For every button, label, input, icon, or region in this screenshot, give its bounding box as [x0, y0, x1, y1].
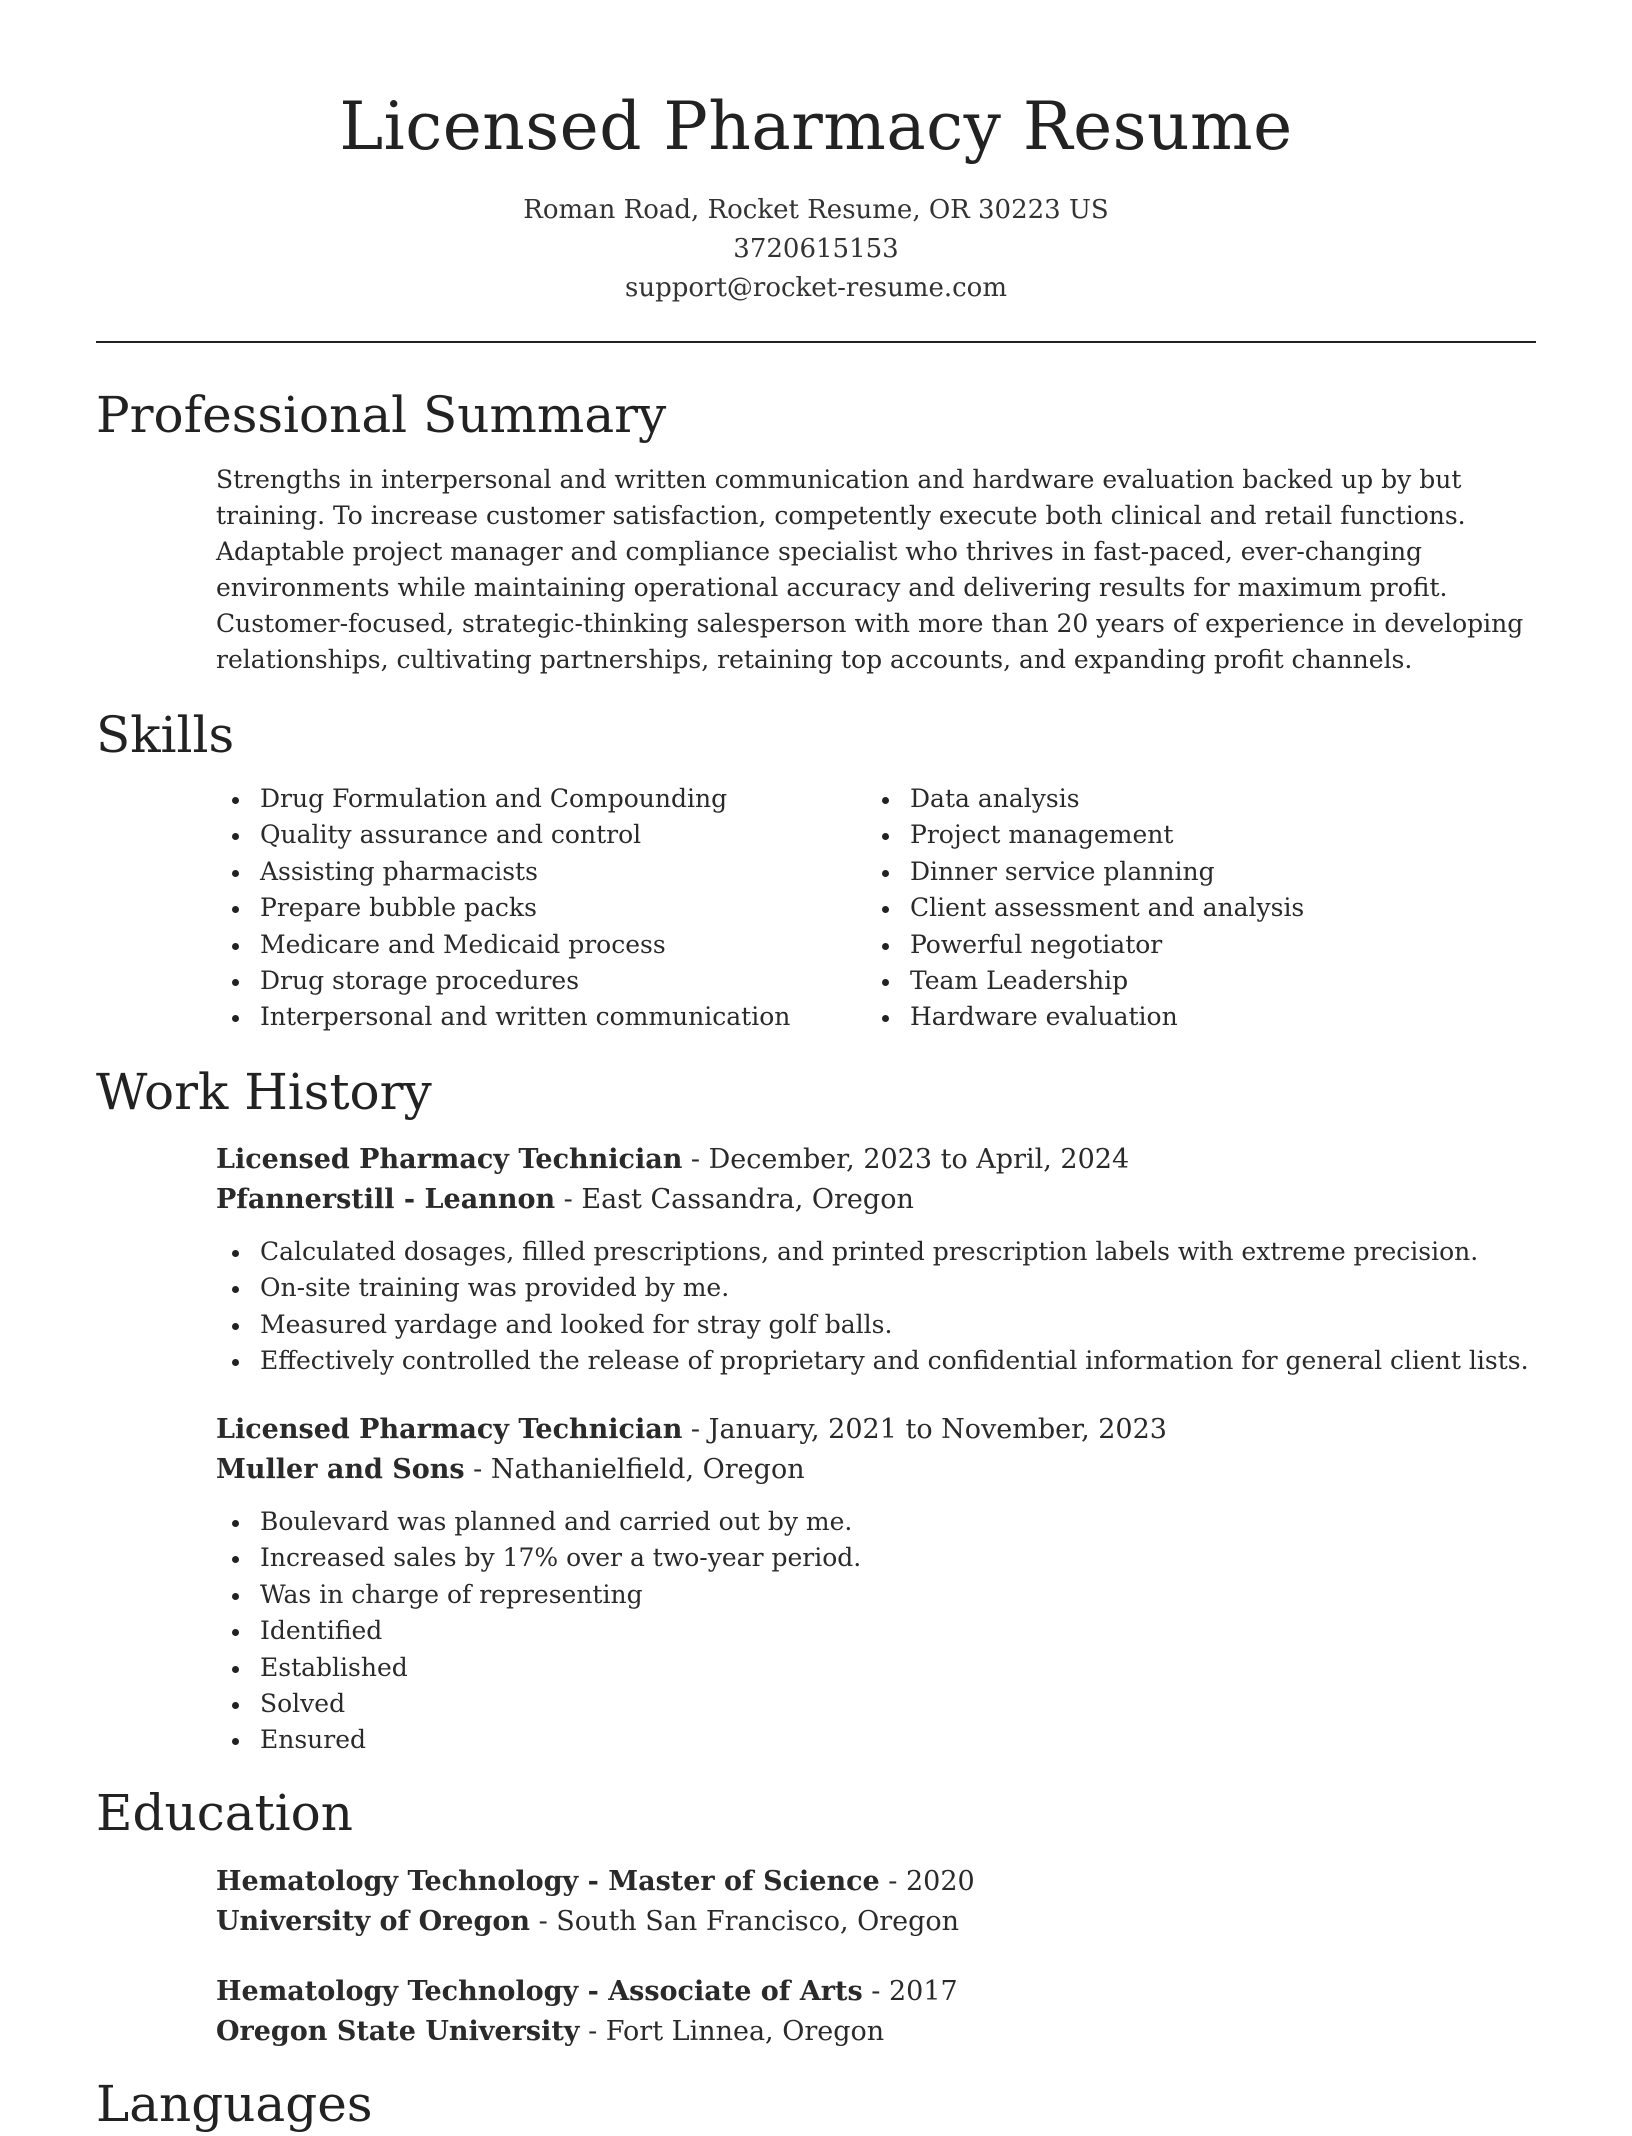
education-school: Oregon State University: [216, 2016, 580, 2047]
job-dates: - December, 2023 to April, 2024: [682, 1144, 1130, 1175]
job-location: - Nathanielfield, Oregon: [464, 1454, 805, 1485]
job-bullet: Boulevard was planned and carried out by me.: [216, 1504, 861, 1540]
education-field: Hematology Technology: [216, 1976, 579, 2007]
skill-item: Drug Formulation and Compounding: [216, 781, 790, 817]
education-degree: - Master of Science: [578, 1866, 880, 1897]
section-title-skills: Skills: [96, 706, 235, 764]
job-title-line: [216, 1140, 1129, 1180]
education-school-line: [216, 1902, 959, 1942]
skill-item: Dinner service planning: [866, 854, 1304, 890]
section-title-work-history: Work History: [96, 1063, 432, 1121]
job-bullet: Was in charge of representing: [216, 1577, 861, 1613]
job-bullet: Measured yardage and looked for stray golf balls.: [216, 1307, 1529, 1343]
job-title: Licensed Pharmacy Technician: [216, 1144, 683, 1175]
job-company-line: [216, 1450, 805, 1490]
education-year: - 2020: [879, 1866, 975, 1897]
section-title-summary: Professional Summary: [96, 386, 667, 444]
skill-item: Drug storage procedures: [216, 963, 790, 999]
education-field: Hematology Technology: [216, 1866, 579, 1897]
job-bullet: On-site training was provided by me.: [216, 1270, 1529, 1306]
job-bullet: Increased sales by 17% over a two-year period.: [216, 1540, 861, 1576]
job-company-line: [216, 1180, 914, 1220]
resume-title: Licensed Pharmacy Resume: [339, 88, 1293, 165]
contact-address: Roman Road, Rocket Resume, OR 30223 US: [523, 195, 1109, 225]
skills-column-right: [866, 781, 1304, 1036]
section-title-languages: Languages: [96, 2075, 373, 2133]
job-title-line: [216, 1410, 1167, 1450]
skill-item: Team Leadership: [866, 963, 1304, 999]
job-bullet: Effectively controlled the release of proprietary and confidential information for general client lists.: [216, 1343, 1529, 1379]
skill-item: Powerful negotiator: [866, 927, 1304, 963]
job-bullet: Solved: [216, 1686, 861, 1722]
skill-item: Medicare and Medicaid process: [216, 927, 790, 963]
skill-item: Interpersonal and written communication: [216, 999, 790, 1035]
job-title: Licensed Pharmacy Technician: [216, 1414, 683, 1445]
skill-item: Hardware evaluation: [866, 999, 1304, 1035]
job-bullet-list: [216, 1504, 861, 1759]
education-school: University of Oregon: [216, 1906, 531, 1937]
education-degree-line: [216, 1972, 958, 2012]
skills-column-left: [216, 781, 790, 1036]
skill-item: Project management: [866, 817, 1304, 853]
education-location: - South San Francisco, Oregon: [530, 1906, 960, 1937]
job-company: Pfannerstill - Leannon: [216, 1184, 556, 1215]
job-bullet-list: [216, 1234, 1529, 1380]
header-divider: [96, 341, 1536, 343]
skill-item: Client assessment and analysis: [866, 890, 1304, 926]
skill-item: Prepare bubble packs: [216, 890, 790, 926]
education-school-line: [216, 2012, 884, 2052]
education-location: - Fort Linnea, Oregon: [579, 2016, 885, 2047]
job-company: Muller and Sons: [216, 1454, 465, 1485]
job-dates: - January, 2021 to November, 2023: [682, 1414, 1167, 1445]
education-degree: - Associate of Arts: [578, 1976, 863, 2007]
job-bullet: Calculated dosages, filled prescriptions, and printed prescription labels with extreme precision.: [216, 1234, 1529, 1270]
job-bullet: Ensured: [216, 1722, 861, 1758]
skill-item: Data analysis: [866, 781, 1304, 817]
section-title-education: Education: [96, 1784, 353, 1842]
contact-phone: 3720615153: [733, 234, 899, 264]
skill-item: Assisting pharmacists: [216, 854, 790, 890]
summary-text: Strengths in interpersonal and written communication and hardware evaluation backed up by but training. To increase customer satisfaction, competently execute both clinical and retail functions. Adaptable project manager and compliance specialist who thrives in fast-paced, ever-changing environments while maintaining operational accuracy and delivering results for maximum profit. Customer-focused, strategic-thinking salesperson with more than 20 years of experience in developing relationships, cultivating partnerships, retaining top accounts, and expanding profit channels.: [216, 465, 1524, 674]
job-bullet: Identified: [216, 1613, 861, 1649]
job-location: - East Cassandra, Oregon: [555, 1184, 914, 1215]
skill-item: Quality assurance and control: [216, 817, 790, 853]
contact-email: support@rocket-resume.com: [624, 273, 1007, 303]
job-bullet: Established: [216, 1650, 861, 1686]
contact-block: [0, 191, 1632, 308]
education-year: - 2017: [862, 1976, 958, 2007]
education-degree-line: [216, 1862, 975, 1902]
